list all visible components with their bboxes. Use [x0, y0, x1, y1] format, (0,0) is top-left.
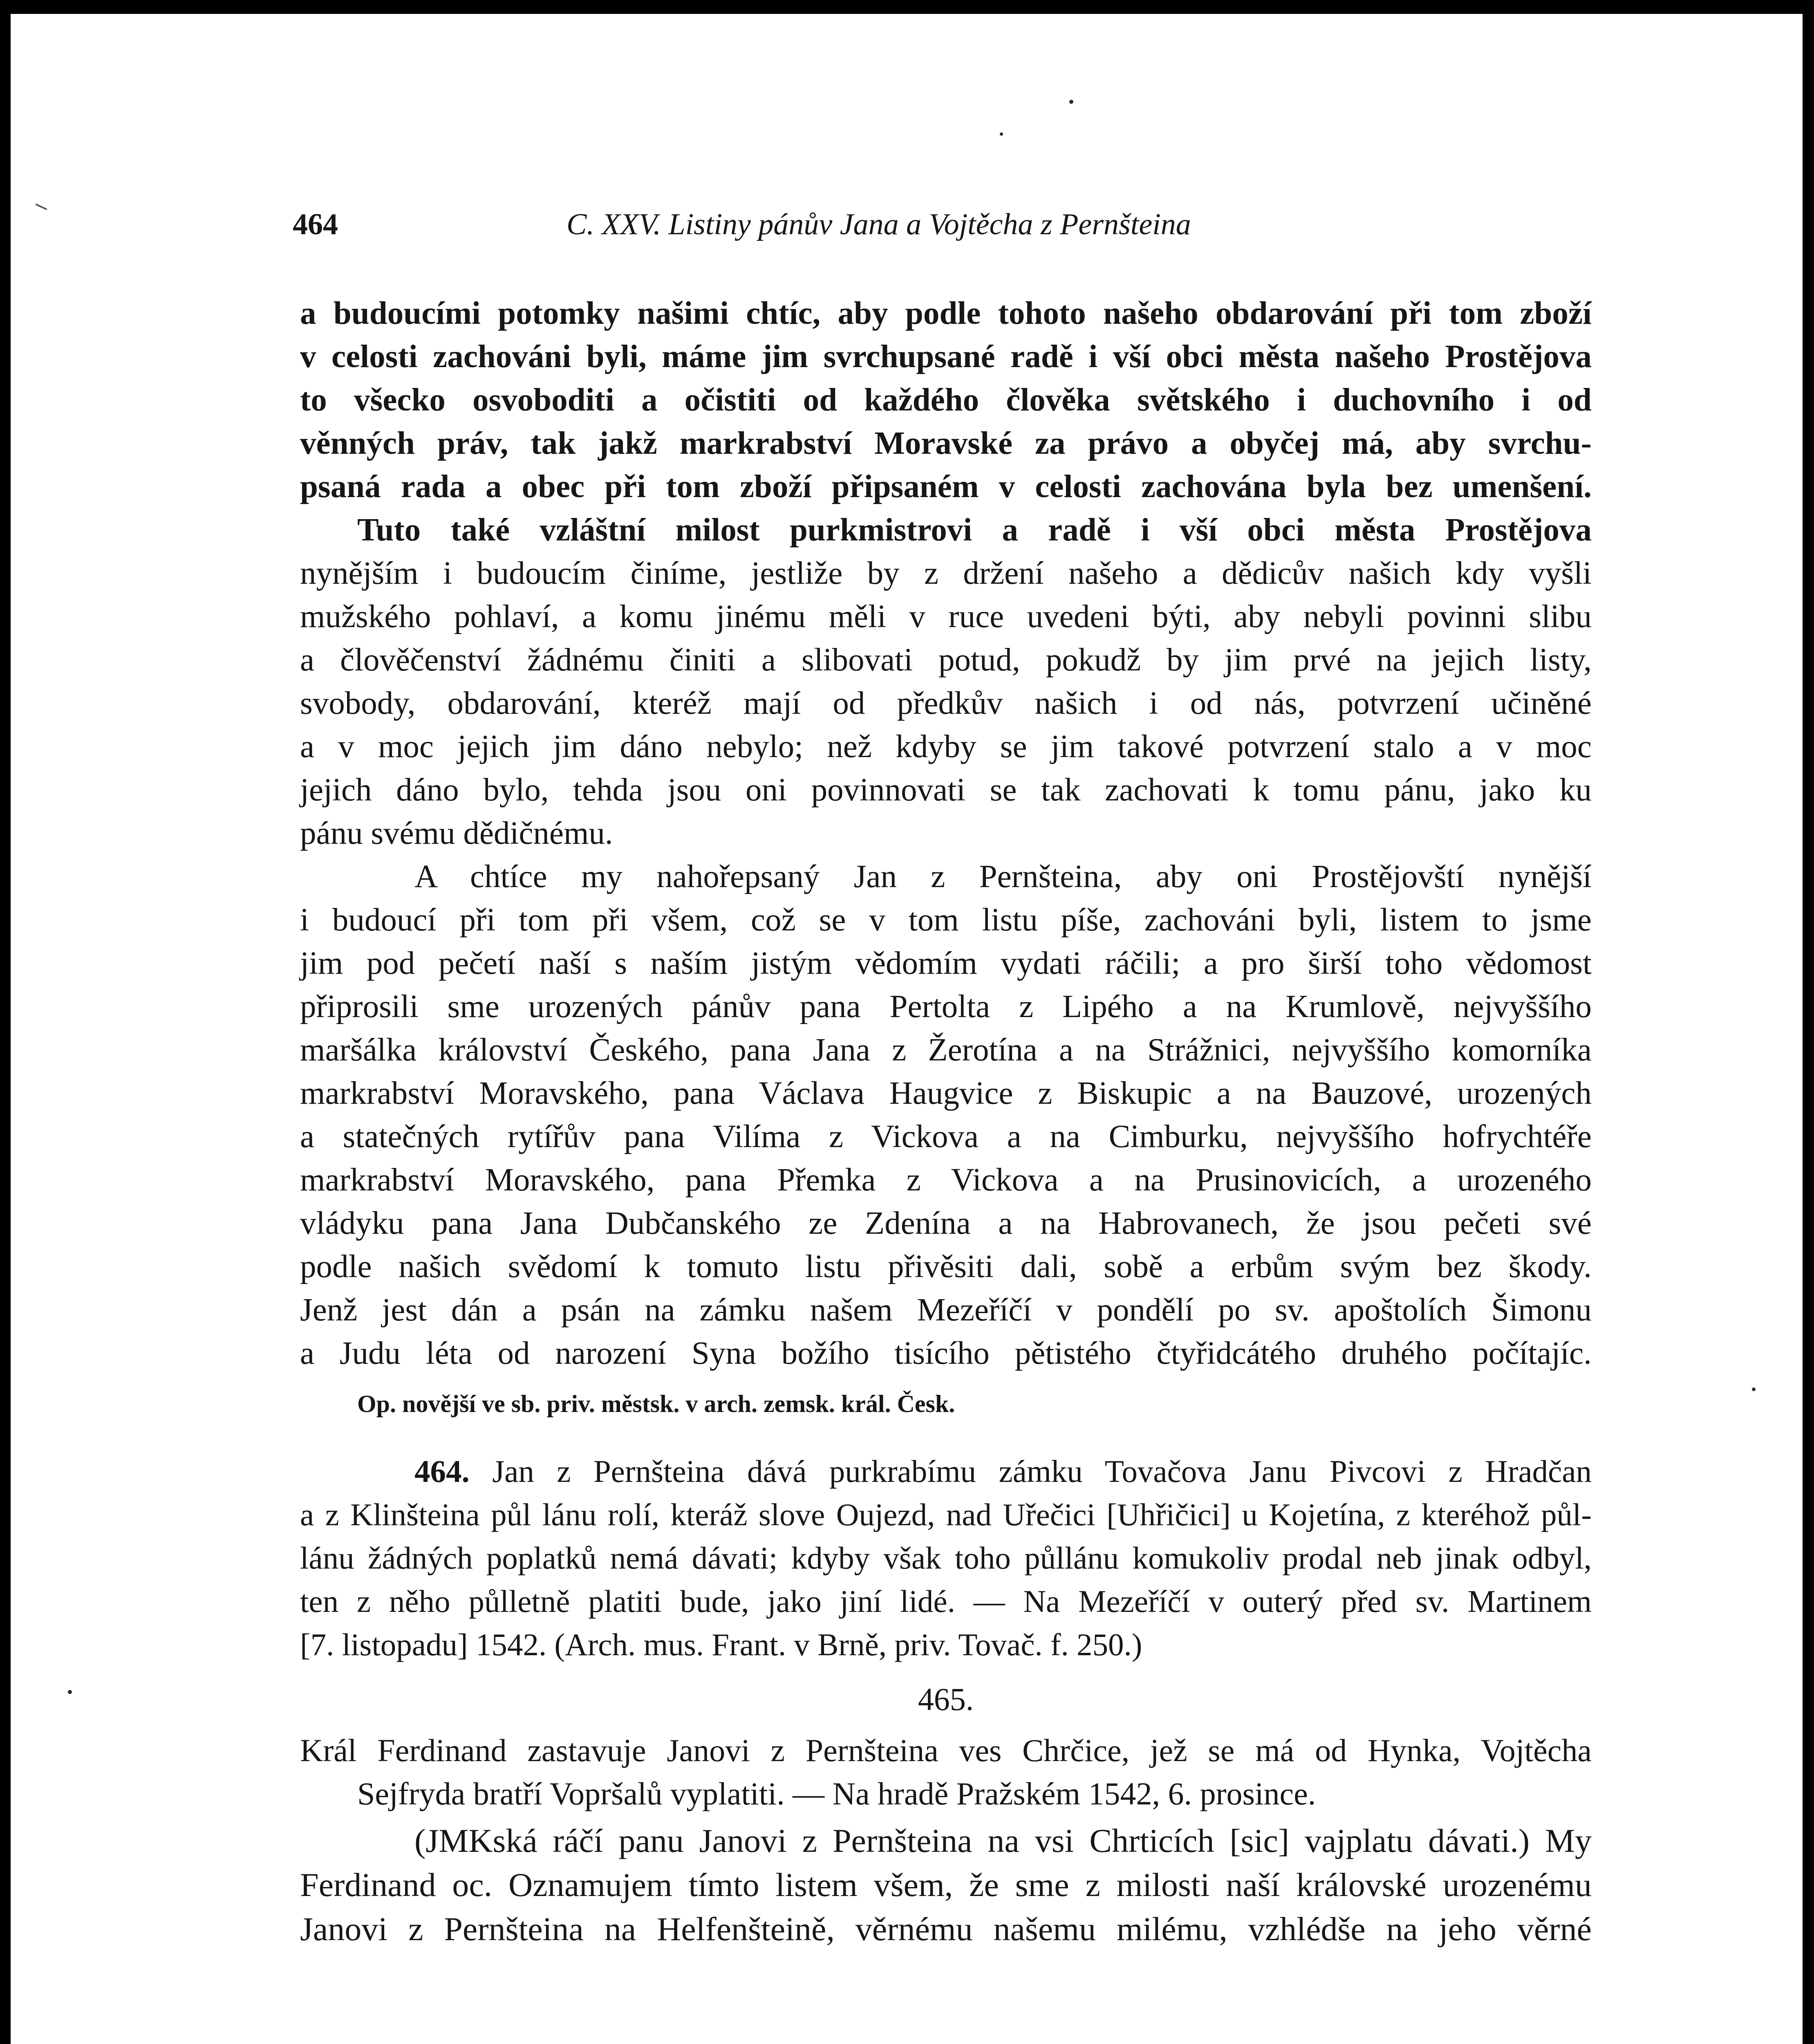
text-line: A chtíce my nahořepsaný Jan z Pernšteina, aby oni Prostějovští nynější	[414, 859, 1592, 894]
text-line: podle našich svědomí k tomuto listu přivěsiti dali, sobě a erbům svým bez škody.	[300, 1249, 1592, 1284]
document-page	[11, 14, 1803, 2044]
scan-speck	[1752, 1387, 1756, 1391]
text-line: svobody, obdarování, kteréž mají od předkův našich i od nás, potvrzení učiněné	[300, 686, 1592, 721]
running-head	[293, 202, 1592, 247]
scan-speck	[1000, 132, 1003, 136]
text-line: lánu žádných poplatků nemá dávati; kdyby však toho půllánu komukoliv prodal neb jinak odbyl,	[300, 1540, 1592, 1576]
entry-number: 465.	[918, 1681, 974, 1717]
text-line: věnných práv, tak jakž markrabství Moravské za právo a obyčej má, aby svrchu-	[300, 426, 1592, 461]
text-line: Janovi z Pernšteina na Helfenšteině, věrnému našemu milému, vzhlédše na jeho věrné	[300, 1910, 1592, 1948]
text-line: připrosili sme urozených pánův pana Pertolta z Lipého a na Krumlově, nejvyššího	[300, 989, 1592, 1024]
text-line: a statečných rytířův pana Vilíma z Vickova a na Cimburku, nejvyššího hofrychtéře	[300, 1119, 1592, 1154]
text-line: pánu svému dědičnému.	[300, 816, 613, 851]
text-line: to všecko osvoboditi a očistiti od každého člověka světského i duchovního i od	[300, 382, 1592, 418]
entry-body-465	[300, 1819, 1592, 1951]
body-text-continued	[300, 292, 1592, 1375]
text-line: a Judu léta od narození Syna božího tisícího pětistého čtyřidcátého druhého počítajíc.	[300, 1336, 1592, 1371]
scan-speck	[68, 1690, 72, 1694]
text-line: v celosti zachováni byli, máme jim svrchupsané radě i vší obci města našeho Prostějova	[300, 339, 1592, 374]
text-line: a z Klinšteina půl lánu rolí, kteráž slove Oujezd, nad Uřečici [Uhřičici] u Kojetína, z kteréhož půl-	[300, 1497, 1592, 1532]
text-line: jejich dáno bylo, tehda jsou oni povinnovati se tak zachovati k tomu pánu, jako ku	[300, 772, 1592, 808]
entry-number: 464.	[414, 1454, 470, 1489]
scan-mark	[36, 204, 47, 210]
entry-heading-465	[300, 1678, 1592, 1721]
regest-entry-464	[300, 1450, 1592, 1666]
text-line: [7. listopadu] 1542. (Arch. mus. Frant. v Brně, priv. Tovač. f. 250.)	[300, 1627, 1142, 1662]
text-line: a budoucími potomky našimi chtíc, aby podle tohoto našeho obdarování při tom zboží	[300, 296, 1592, 331]
text-line: Král Ferdinand zastavuje Janovi z Pernšteina ves Chrčice, jež se má od Hynka, Vojtěcha	[300, 1732, 1592, 1768]
source-note-text: Op. novější ve sb. priv. městsk. v arch. zemsk. král. Česk.	[357, 1390, 955, 1417]
source-note	[300, 1385, 1592, 1422]
text-line: nynějším i budoucím činíme, jestliže by z držení našeho a dědicův našich kdy vyšli	[300, 556, 1592, 591]
text-line: i budoucí při tom při všem, což se v tom listu píše, zachováni byli, listem to jsme	[300, 902, 1592, 938]
chapter-title: C. XXV. Listiny pánův Jana a Vojtěcha z Pernšteina	[567, 208, 1191, 241]
scan-speck	[1069, 100, 1073, 104]
entry-text: Jan z Pernšteina dává purkrabímu zámku Tovačova Janu Pivcovi z Hradčan	[492, 1454, 1592, 1489]
text-line: Tuto také vzláštní milost purkmistrovi a radě i vší obci města Prostějova	[357, 512, 1592, 548]
text-line: jim pod pečetí naší s naším jistým vědomím vydati ráčili; a pro širší toho vědomost	[300, 946, 1592, 981]
text-line: (JMKská ráčí panu Janovi z Pernšteina na vsi Chrticích [sic] vajplatu dávati.) My	[414, 1822, 1592, 1859]
text-line: Jenž jest dán a psán na zámku našem Mezeříčí v pondělí po sv. apoštolích Šimonu	[300, 1292, 1592, 1328]
text-line: mužského pohlaví, a komu jinému měli v ruce uvedeni býti, aby nebyli povinni slibu	[300, 599, 1592, 634]
text-line: vládyku pana Jana Dubčanského ze Zdenína a na Habrovanech, že jsou pečeti své	[300, 1206, 1592, 1241]
text-line: markrabství Moravského, pana Přemka z Vickova a na Prusinovicích, a urozeného	[300, 1162, 1592, 1198]
text-line: a v moc jejich jim dáno nebylo; než kdyby se jim takové potvrzení stalo a v moc	[300, 729, 1592, 764]
text-line: Sejfryda bratří Vopršalů vyplatiti. — Na hradě Pražském 1542, 6. prosince.	[357, 1776, 1316, 1811]
text-line: a člověčenství žádnému činiti a slibovati potud, pokudž by jim prvé na jejich listy,	[300, 642, 1592, 678]
text-line: psaná rada a obec při tom zboží připsaném v celosti zachována byla bez umenšení.	[300, 469, 1592, 504]
text-line	[300, 1450, 1592, 1493]
text-line: maršálka království Českého, pana Jana z Žerotína a na Strážnici, nejvyššího komorníka	[300, 1032, 1592, 1068]
page-number: 464	[293, 208, 338, 241]
text-line: ten z něho půlletně platiti bude, jako jiní lidé. — Na Mezeříčí v outerý před sv. Martinem	[300, 1584, 1592, 1619]
entry-summary-465	[300, 1729, 1592, 1815]
text-line: Ferdinand oc. Oznamujem tímto listem všem, že sme z milosti naší královské urozenému	[300, 1866, 1592, 1903]
text-line: markrabství Moravského, pana Václava Haugvice z Biskupic a na Bauzové, urozených	[300, 1076, 1592, 1111]
